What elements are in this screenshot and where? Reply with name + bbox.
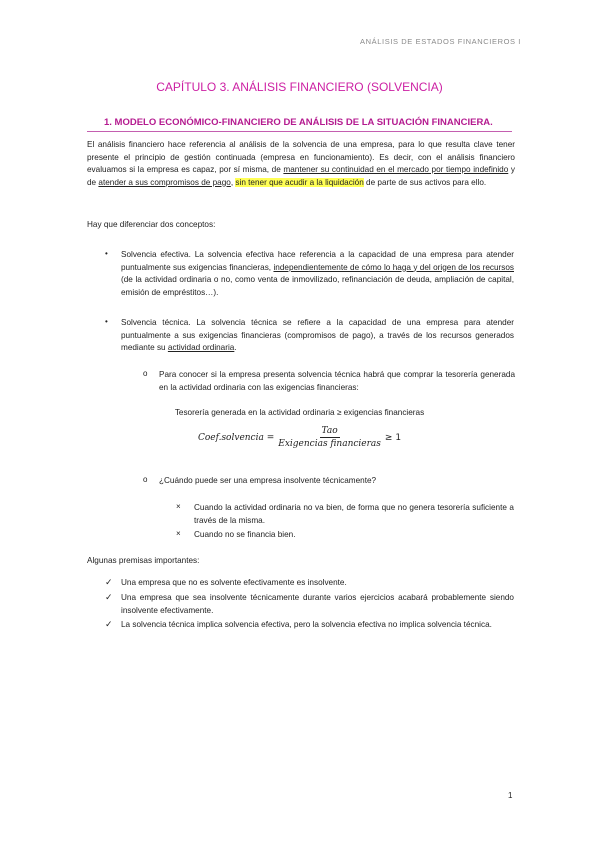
bullet-1-marker: • <box>105 249 108 258</box>
page-number: 1 <box>508 791 513 800</box>
subsub-item-2: Cuando no se financia bien. <box>194 530 296 539</box>
solvency-formula <box>0 426 599 449</box>
intro-text-1: El análisis financiero hace referencia al análisis de la solvencia de una empresa, para lo que resulta clave tener presente el principio de gestión continuada (empresa en funcionamiento). Es decir, con el análisis financiero evaluamos si la empresa es capaz, por sí misma, de <box>87 140 515 174</box>
chapter-title: CAPÍTULO 3. ANÁLISIS FINANCIERO (SOLVENCIA) <box>156 80 443 94</box>
premise-3: La solvencia técnica implica solvencia efectiva, pero la solvencia efectiva no implica solvencia técnica. <box>121 620 492 629</box>
sub-2-marker: o <box>143 475 148 484</box>
bullet-2-marker: • <box>105 317 108 326</box>
formula-numerator: Tao <box>321 426 338 436</box>
intro-text-4: de parte de sus activos para ello. <box>363 177 487 187</box>
bullet-2-text-1: Solvencia técnica. La solvencia técnica se refiere a la capacidad de una empresa para atender puntualmente a sus exigencias financieras (compromisos de pago), a través de los recursos generados mediante su <box>121 318 514 352</box>
check-2-marker: ✓ <box>105 592 113 602</box>
intro-highlight: sin tener que acudir a la liquidación <box>235 177 364 187</box>
section-title: 1. MODELO ECONÓMICO-FINANCIERO DE ANÁLISIS DE LA SITUACIÓN FINANCIERA. <box>104 117 493 128</box>
formula-rhs: ≥ 1 <box>384 432 402 443</box>
premise-1: Una empresa que no es solvente efectivamente es insolvente. <box>121 578 347 587</box>
premises-title: Algunas premisas importantes: <box>87 556 200 565</box>
bullet-2-text-2: . <box>234 343 237 352</box>
formula-fraction <box>278 426 381 449</box>
sub-1-marker: o <box>143 369 148 378</box>
formula-lhs: Coef.solvencia = <box>197 432 275 443</box>
bullet-1-underline: independientemente de cómo lo haga y del origen de los recursos <box>273 262 514 272</box>
cross-2-marker: × <box>176 529 181 538</box>
check-1-marker: ✓ <box>105 577 113 587</box>
sub-item-insolvente: ¿Cuándo puede ser una empresa insolvente técnicamente? <box>159 476 377 485</box>
running-header: ANÁLISIS DE ESTADOS FINANCIEROS I <box>360 37 521 46</box>
formula-statement: Tesorería generada en la actividad ordinaria ≥ exigencias financieras <box>174 408 425 417</box>
bullet-1-text-1: Solvencia efectiva. La solvencia efectiva hace referencia a la capacidad de una empresa para atender puntualmente sus exigencias financieras, <box>121 250 514 272</box>
intro-underline-2: atender a sus compromisos de pago <box>98 177 231 187</box>
cross-1-marker: × <box>176 502 181 511</box>
subsub-item-1: Cuando la actividad ordinaria no va bien, de forma que no genera tesorería suficiente a través de la misma. <box>194 503 514 525</box>
sub-item-conocer: Para conocer si la empresa presenta solvencia técnica habrá que comprar la tesorería generada en la actividad ordinaria con las exigencias financieras: <box>159 370 515 392</box>
bullet-solvencia-tecnica <box>121 317 514 355</box>
check-3-marker: ✓ <box>105 619 113 629</box>
intro-text-2: y de <box>87 165 515 187</box>
intro-underline-1: mantener su continuidad en el mercado por tiempo indefinido <box>283 165 509 174</box>
bullet-solvencia-efectiva <box>121 249 514 299</box>
intro-paragraph <box>87 139 515 189</box>
bullet-1-text-2: (de la actividad ordinaria o no, como venta de inmovilizado, refinanciación de deuda, ampliación de capital, emisión de empréstitos…). <box>121 275 514 297</box>
bullet-2-underline: actividad ordinaria <box>167 343 235 352</box>
intro-text-3: , <box>230 177 236 187</box>
premise-2: Una empresa que sea insolvente técnicamente durante varios ejercicios acabará probablemente siendo insolvente efectivamente. <box>121 593 514 615</box>
section-underline <box>87 131 512 132</box>
formula-denominator: Exigencias financieras <box>278 439 381 449</box>
concepts-intro: Hay que diferenciar dos conceptos: <box>87 220 216 229</box>
